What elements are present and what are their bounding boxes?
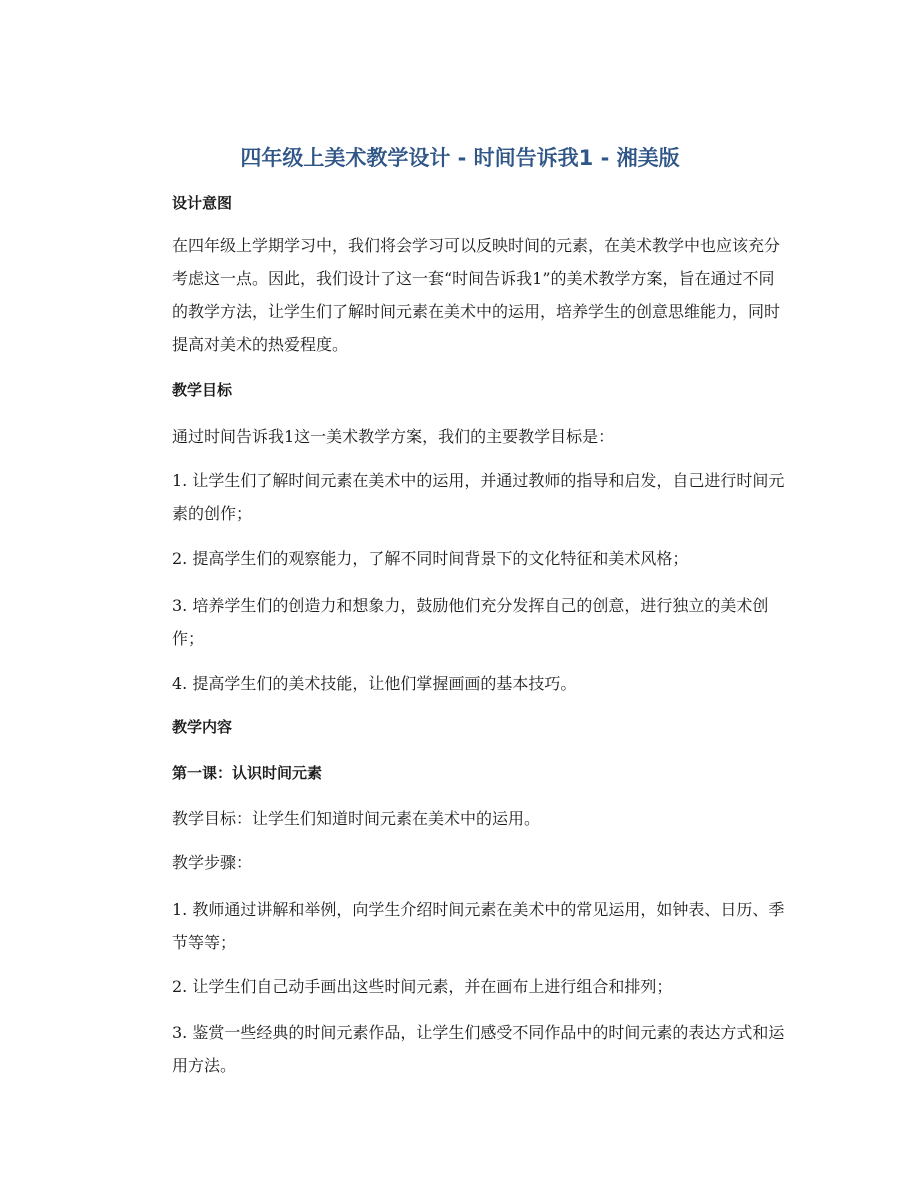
goals-intro: 通过时间告诉我1这一美术教学方案，我们的主要教学目标是： <box>172 427 615 446</box>
goal-item-4: 4. 提高学生们的美术技能，让他们掌握画画的基本技巧。 <box>172 674 577 693</box>
document-title: 四年级上美术教学设计 - 时间告诉我1 - 湘美版 <box>240 146 680 170</box>
lesson1-goal: 教学目标：让学生们知道时间元素在美术中的运用。 <box>172 809 541 828</box>
goals-heading: 教学目标 <box>172 381 233 399</box>
lesson1-step-3: 3. 鉴赏一些经典的时间元素作品，让学生们感受不同作品中的时间元素的表达方式和运用方法。 <box>172 1023 785 1075</box>
design-intent-paragraph: 在四年级上学期学习中，我们将会学习可以反映时间的元素，在美术教学中也应该充分考虑这一点。因此，我们设计了这一套“时间告诉我1”的美术教学方案，旨在通过不同的教学方法，让学生们了解时间元素在美术中的运用，培养学生的创意思维能力，同时提高对美术的热爱程度。 <box>172 236 781 354</box>
lesson1-steps-label: 教学步骤： <box>172 853 253 872</box>
goal-item-3: 3. 培养学生们的创造力和想象力，鼓励他们充分发挥自己的创意，进行独立的美术创作； <box>172 596 769 648</box>
design-intent-heading: 设计意图 <box>172 194 233 212</box>
lesson1-heading: 第一课：认识时间元素 <box>172 764 323 782</box>
goal-item-1: 1. 让学生们了解时间元素在美术中的运用，并通过教师的指导和启发，自己进行时间元素的创作； <box>172 471 785 523</box>
lesson1-step-1: 1. 教师通过讲解和举例，向学生介绍时间元素在美术中的常见运用，如钟表、日历、季节等等； <box>172 900 785 952</box>
goal-item-2: 2. 提高学生们的观察能力，了解不同时间背景下的文化特征和美术风格； <box>172 549 689 568</box>
lesson1-step-2: 2. 让学生们自己动手画出这些时间元素，并在画布上进行组合和排列； <box>172 977 673 996</box>
content-heading: 教学内容 <box>172 718 233 736</box>
